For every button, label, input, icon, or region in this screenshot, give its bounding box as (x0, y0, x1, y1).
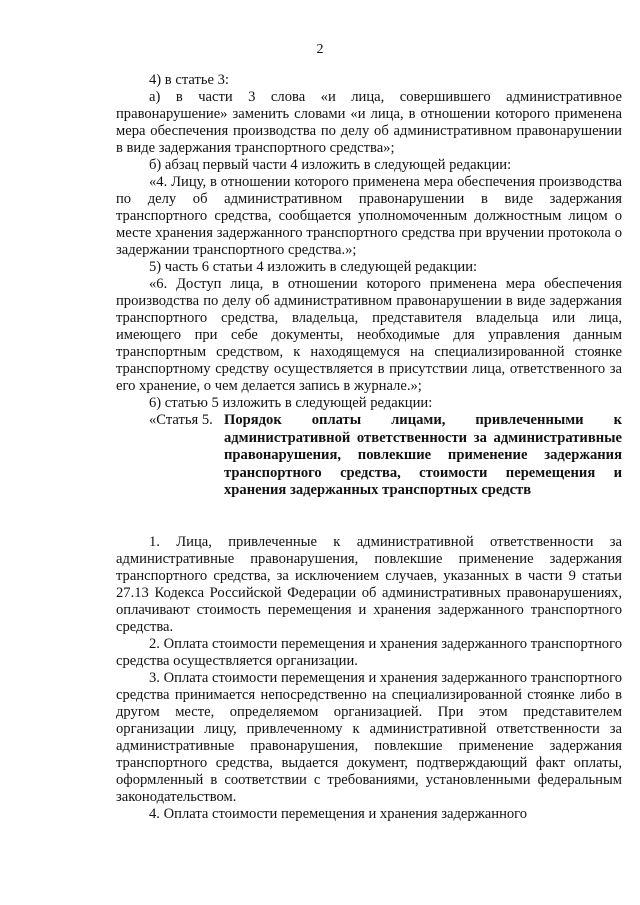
page-number: 2 (316, 42, 324, 57)
paragraph-quote-4: «4. Лицу, в отношении которого применена мера обеспечения производства по делу об административном правонарушении в виде задержания транспортного средства, сообщается уполномоченным должностным лицом о месте хранения задержанного транспортного средства при вручении протокола о задержании транспортного средства.»; (116, 174, 622, 258)
item-4: 4. Оплата стоимости перемещения и хранения задержанного (149, 805, 528, 822)
item-3: 3. Оплата стоимости перемещения и хранения задержанного транспортного средства принимается непосредственно на специализированной стоянке либо в другом месте, определяемом организацией. При этом представителем организации лицу, привлеченному к административной ответственности за административные правонарушения, повлекшие применение задержания транспортного средства, выдается документ, подтверждающий факт оплаты, оформленный в соответствии с требованиями, установленными федеральным законодательством. (116, 669, 622, 805)
item-2: 2. Оплата стоимости перемещения и хранения задержанного транспортного средства осуществляется организации. (116, 635, 622, 669)
paragraph-quote-6: «6. Доступ лица, в отношении которого применена мера обеспечения производства по делу об административном правонарушении в виде задержания транспортного средства, владельца, представителя владельца или лица, имеющего при себе документы, необходимые для управления данным транспортным средством, к находящемуся на специализированной стоянке транспортному средству осуществляется в присутствии лица, ответственного за его хранение, о чем делается запись в журнале.»; (116, 276, 622, 394)
article-heading (116, 412, 622, 500)
paragraph-article-3: 4) в статье 3: (149, 72, 229, 88)
paragraph-6: 6) статью 5 изложить в следующей редакции: (149, 395, 433, 411)
paragraph-5: 5) часть 6 статьи 4 изложить в следующей редакции: (149, 259, 478, 275)
article-label: «Статья 5. (149, 412, 213, 428)
item-1: 1. Лица, привлеченные к административной ответственности за административные правонарушения, повлекшие применение задержания транспортного средства, за исключением случаев, указанных в части 9 статьи 27.13 Кодекса Российской Федерации об административных правонарушениях, оплачивают стоимость перемещения и хранения задержанного транспортного средства. (116, 533, 622, 635)
spacer (116, 500, 622, 534)
article-title: Порядок оплаты лицами, привлеченными к административной ответственности за административные правонарушения, повлекшие применение задержания транспортного средства, стоимости перемещения и хранения задержанных транспортных средств (224, 412, 622, 498)
document-body (116, 72, 622, 823)
paragraph-3a: а) в части 3 слова «и лица, совершившего административное правонарушение» заменить словами «и лица, в отношении которого применена мера обеспечения производства по делу об административном правонарушении в виде задержания транспортного средства»; (116, 89, 622, 156)
paragraph-3b: б) абзац первый части 4 изложить в следующей редакции: (149, 157, 512, 173)
